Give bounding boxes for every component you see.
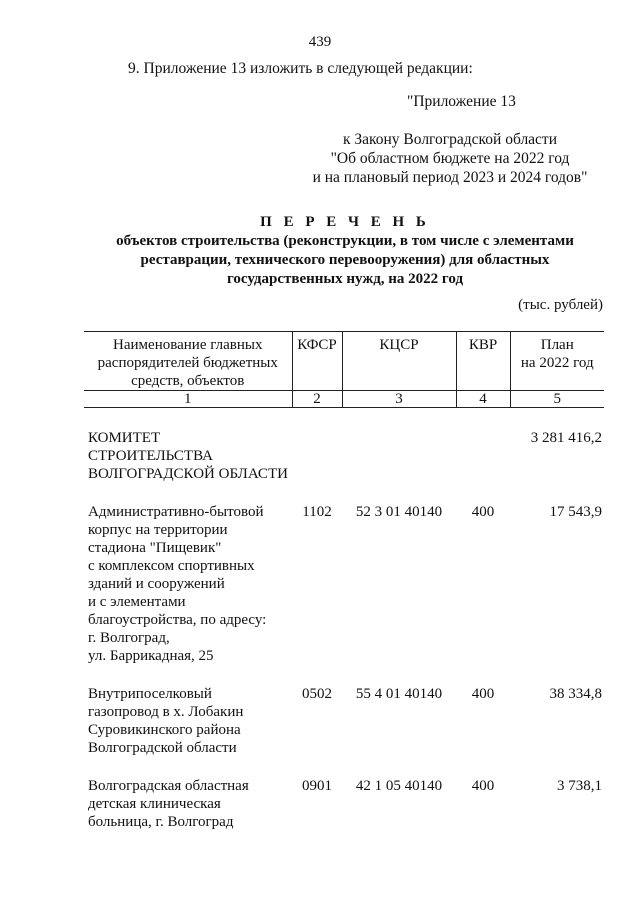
column-number-row <box>84 391 604 408</box>
row-name <box>84 429 292 483</box>
row-name-line: Внутрипоселковый <box>88 686 212 702</box>
objects-table <box>84 331 604 831</box>
row-name-line: с комплексом спортивных <box>88 558 255 574</box>
page-number: 439 <box>308 34 332 50</box>
column-header-line: КВР <box>468 337 498 353</box>
column-header-line: Наименование главных <box>113 337 263 353</box>
row-kcsr: 52 3 01 40140 <box>355 504 443 520</box>
column-header-line: КФСР <box>297 337 337 353</box>
row-name-line: и с элементами <box>88 594 186 610</box>
column-header-line: средств, объектов <box>131 373 245 389</box>
row-name-line: благоустройства, по адресу: <box>88 612 267 628</box>
row-name <box>84 685 292 757</box>
row-name-line: Волгоградская областная <box>88 778 249 794</box>
row-kvr <box>456 429 510 483</box>
row-kvr: 400 <box>471 686 495 702</box>
row-name-line: ул. Баррикадная, 25 <box>88 648 214 664</box>
table-row <box>84 777 604 831</box>
row-kvr: 400 <box>471 778 495 794</box>
row-kfsr: 0502 <box>302 686 332 702</box>
row-name-line: детская клиническая <box>88 796 221 812</box>
row-name-line: газопровод в х. Лобакин <box>88 704 244 720</box>
row-name-line: г. Волгоград, <box>88 630 170 646</box>
law-reference-line: "Об областном бюджете на 2022 год <box>330 150 570 167</box>
column-header-name <box>84 332 292 391</box>
column-number: 2 <box>292 391 342 408</box>
units-label: (тыс. рублей) <box>518 297 603 313</box>
table-row <box>84 429 604 483</box>
table-row <box>84 503 604 665</box>
row-plan: 17 543,9 <box>549 504 602 520</box>
intro-paragraph: 9. Приложение 13 изложить в следующей редакции: <box>128 60 473 77</box>
law-reference-line: и на плановый период 2023 и 2024 годов" <box>312 169 588 186</box>
row-kfsr <box>292 429 342 483</box>
row-kfsr: 0901 <box>302 778 332 794</box>
row-name <box>84 777 292 831</box>
heading-line: объектов строительства (реконструкции, в том числе с элементами <box>116 233 574 249</box>
heading-line: государственных нужд, на 2022 год <box>226 271 464 287</box>
row-name-line: ВОЛГОГРАДСКОЙ ОБЛАСТИ <box>88 466 288 482</box>
column-header-kcsr <box>342 332 456 391</box>
row-name-line: корпус на территории <box>88 522 228 538</box>
column-number: 5 <box>510 391 604 408</box>
appendix-title: "Приложение 13 <box>407 93 516 110</box>
column-header-kvr <box>456 332 510 391</box>
heading-line: реставрации, технического перевооружения) для областных <box>140 252 550 268</box>
row-plan: 3 281 416,2 <box>530 430 602 446</box>
row-name-line: Суровикинского района <box>88 722 241 738</box>
column-number: 3 <box>342 391 456 408</box>
row-name-line: Административно-бытовой <box>88 504 264 520</box>
law-reference-line: к Закону Волгоградской области <box>342 131 558 148</box>
row-plan: 38 334,8 <box>549 686 602 702</box>
heading-title: П Е Р Е Ч Е Н Ь <box>260 214 430 230</box>
table-row <box>84 685 604 757</box>
row-kcsr: 42 1 05 40140 <box>355 778 443 794</box>
column-number: 4 <box>456 391 510 408</box>
row-name-line: стадиона "Пищевик" <box>88 540 222 556</box>
column-header-kfsr <box>292 332 342 391</box>
row-name-line: больница, г. Волгоград <box>88 814 234 830</box>
column-header-line: распорядителей бюджетных <box>97 355 278 371</box>
row-name-line: КОМИТЕТ СТРОИТЕЛЬСТВА <box>88 430 213 464</box>
row-kfsr: 1102 <box>302 504 332 520</box>
document-heading <box>85 213 605 289</box>
row-kvr: 400 <box>471 504 495 520</box>
column-header-line: КЦСР <box>379 337 419 353</box>
row-kcsr: 55 4 01 40140 <box>355 686 443 702</box>
table-header-row <box>84 332 604 391</box>
row-plan: 3 738,1 <box>557 778 602 794</box>
column-header-line: План <box>540 337 574 353</box>
row-name-line: Волгоградской области <box>88 740 237 756</box>
row-kcsr <box>342 429 456 483</box>
column-number: 1 <box>84 391 292 408</box>
column-header-plan <box>510 332 604 391</box>
law-reference <box>300 130 600 187</box>
row-name-line: зданий и сооружений <box>88 576 225 592</box>
row-name <box>84 503 292 665</box>
column-header-line: на 2022 год <box>520 355 594 371</box>
